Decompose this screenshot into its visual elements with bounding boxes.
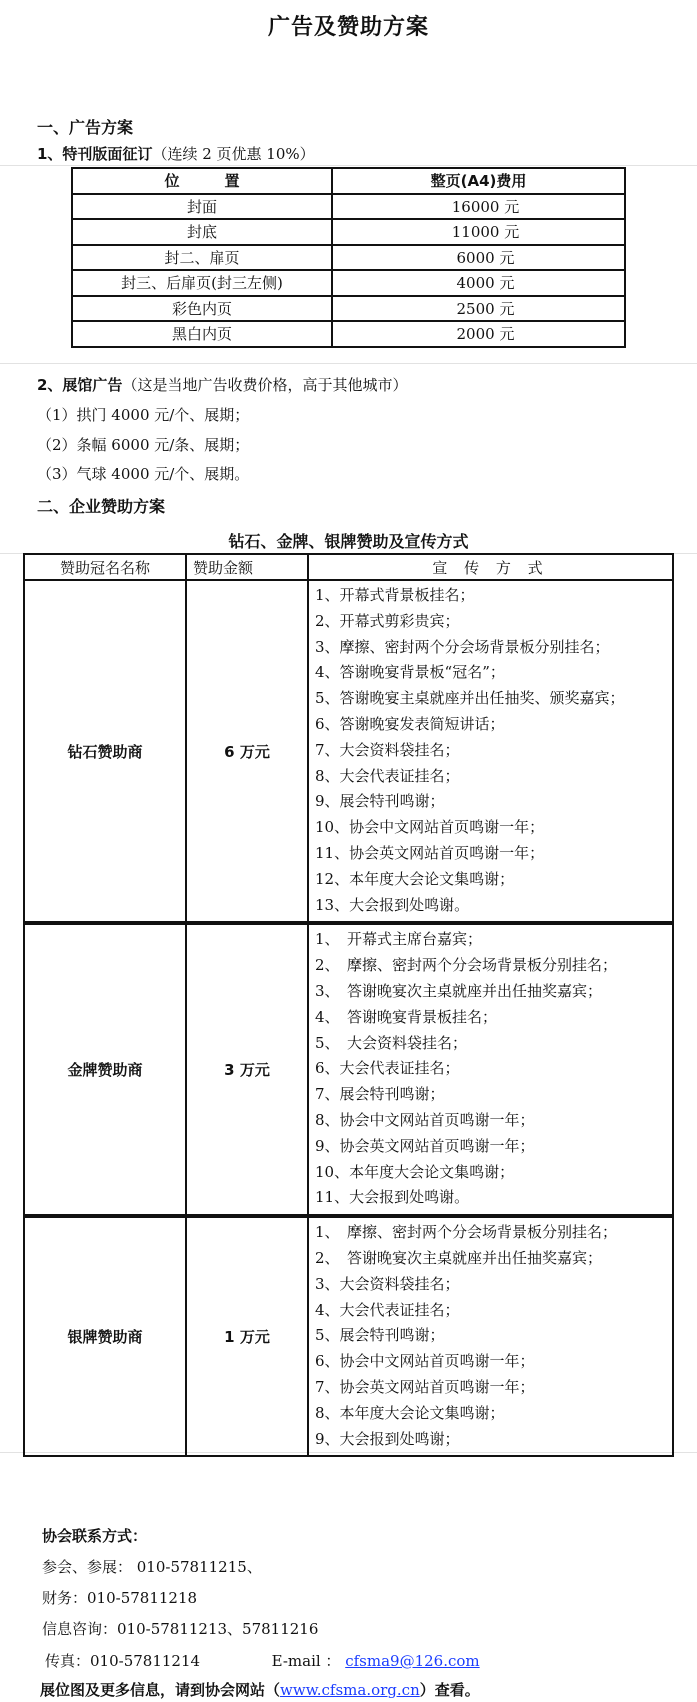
benefit-item: 12、本年度大会论文集鸣谢；: [315, 869, 515, 888]
subheading-exhibition-ads: [37, 374, 407, 395]
list-item: （3）气球 4000 元/个、展期。: [37, 465, 250, 483]
benefit-item: 7、协会英文网站首页鸣谢一年；: [315, 1377, 535, 1396]
tier-amount: 3 万元: [186, 923, 308, 1216]
contact-registration: 参会、参展： 010-57811215、: [42, 1558, 262, 1576]
contact-heading: 协会联系方式：: [42, 1527, 148, 1545]
tier-benefits: [308, 1216, 673, 1456]
benefit-item: 10、协会中文网站首页鸣谢一年；: [315, 818, 545, 837]
tier-amount: 1 万元: [186, 1216, 308, 1456]
benefit-item: 9、大会报到处鸣谢；: [315, 1429, 460, 1448]
benefit-item: 2、开幕式剪彩贵宾；: [315, 611, 460, 630]
table-row: [72, 270, 625, 296]
table-row: [72, 219, 625, 245]
page-divider: [0, 363, 697, 364]
benefit-item: 1、 开幕式主席台嘉宾；: [315, 930, 483, 949]
table-row: [72, 321, 625, 347]
cell-price: 16000 元: [332, 194, 625, 220]
column-header-promotion: 宣 传 方 式: [308, 554, 673, 580]
benefit-item: 9、协会英文网站首页鸣谢一年；: [315, 1136, 535, 1155]
benefit-item: 5、展会特刊鸣谢；: [315, 1326, 445, 1345]
subheading-special-issue: [37, 143, 315, 164]
table-header-row: [72, 168, 625, 194]
benefit-item: 4、答谢晚宴背景板“冠名”；: [315, 663, 505, 682]
benefit-item: 4、大会代表证挂名；: [315, 1300, 460, 1319]
benefit-item: 9、展会特刊鸣谢；: [315, 792, 445, 811]
benefit-item: 10、本年度大会论文集鸣谢；: [315, 1162, 515, 1181]
email-link[interactable]: cfsma9@126.com: [345, 1652, 480, 1670]
subheading-note: （连续 2 页优惠 10%）: [152, 145, 315, 163]
table-row: [72, 296, 625, 322]
benefit-item: 2、 摩擦、密封两个分会场背景板分别挂名；: [315, 956, 618, 975]
contact-fax-email: [45, 1650, 480, 1671]
benefit-item: 11、协会英文网站首页鸣谢一年；: [315, 843, 545, 862]
contact-inquiry: 信息咨询：010-57811213、57811216: [42, 1620, 319, 1638]
tier-amount: 6 万元: [186, 580, 308, 923]
list-item: （2）条幅 6000 元/条、展期；: [37, 436, 250, 454]
benefit-item: 5、答谢晚宴主桌就座并出任抽奖、颁奖嘉宾；: [315, 689, 625, 708]
benefit-item: 7、大会资料袋挂名；: [315, 740, 460, 759]
cell-position: 黑白内页: [72, 321, 332, 347]
benefit-item: 1、 摩擦、密封两个分会场背景板分别挂名；: [315, 1223, 618, 1242]
benefit-item: 8、大会代表证挂名；: [315, 766, 460, 785]
cell-position: 封三、后扉页(封三左侧): [72, 270, 332, 296]
subheading-label: 2、展馆广告: [37, 376, 123, 394]
table-header-row: [24, 554, 673, 580]
subheading-note: （这是当地广告收费价格，高于其他城市）: [122, 376, 408, 394]
benefit-item: 6、协会中文网站首页鸣谢一年；: [315, 1352, 535, 1371]
cell-price: 4000 元: [332, 270, 625, 296]
website-suffix: ）查看。: [419, 1681, 480, 1699]
tier-name: 银牌赞助商: [24, 1216, 186, 1456]
cell-price: 2000 元: [332, 321, 625, 347]
benefit-item: 5、 大会资料袋挂名；: [315, 1033, 468, 1052]
benefit-item: 3、摩擦、密封两个分会场背景板分别挂名；: [315, 637, 610, 656]
ad-pricing-table: [71, 167, 626, 348]
contact-fax: 传真：010-57811214: [45, 1652, 201, 1670]
list-item: （1）拱门 4000 元/个、展期；: [37, 406, 250, 424]
benefit-item: 13、大会报到处鸣谢。: [315, 895, 470, 914]
email-label: E-mail ：: [271, 1652, 341, 1670]
sponsorship-table: [23, 553, 674, 1457]
tier-name: 金牌赞助商: [24, 923, 186, 1216]
column-header-price: 整页(A4)费用: [332, 168, 625, 194]
benefit-item: 11、大会报到处鸣谢。: [315, 1188, 470, 1207]
subheading-label: 1、特刊版面征订: [37, 145, 153, 163]
table-row: [72, 245, 625, 271]
benefit-item: 4、 答谢晚宴背景板挂名；: [315, 1007, 498, 1026]
cell-position: 封底: [72, 219, 332, 245]
cell-price: 6000 元: [332, 245, 625, 271]
column-header-sponsor-name: 赞助冠名名称: [24, 554, 186, 580]
sponsor-tier-row-diamond: [24, 580, 673, 923]
section-heading-ads: 一、广告方案: [37, 118, 134, 137]
website-link[interactable]: www.cfsma.org.cn: [280, 1681, 420, 1699]
cell-position: 封面: [72, 194, 332, 220]
benefit-item: 6、答谢晚宴发表简短讲话；: [315, 714, 505, 733]
website-prefix: 展位图及更多信息，请到协会网站（: [40, 1681, 281, 1699]
sponsor-tier-row-silver: [24, 1216, 673, 1456]
tier-benefits: [308, 923, 673, 1216]
benefit-item: 1、开幕式背景板挂名；: [315, 586, 475, 604]
benefit-item: 6、大会代表证挂名；: [315, 1059, 460, 1078]
column-header-amount: 赞助金额: [186, 554, 308, 580]
cell-price: 2500 元: [332, 296, 625, 322]
cell-price: 11000 元: [332, 219, 625, 245]
cell-position: 封二、扉页: [72, 245, 332, 271]
benefit-item: 3、大会资料袋挂名；: [315, 1274, 460, 1293]
benefit-item: 8、本年度大会论文集鸣谢；: [315, 1403, 505, 1422]
table-row: [72, 194, 625, 220]
benefit-item: 8、协会中文网站首页鸣谢一年；: [315, 1110, 535, 1129]
sponsor-tier-row-gold: [24, 923, 673, 1216]
benefit-item: 2、 答谢晚宴次主桌就座并出任抽奖嘉宾；: [315, 1248, 603, 1267]
benefit-item: 7、展会特刊鸣谢；: [315, 1085, 445, 1104]
page-divider: [0, 165, 697, 166]
contact-finance: 财务：010-57811218: [42, 1589, 198, 1607]
document-title: 广告及赞助方案: [267, 15, 429, 40]
benefit-item: 3、 答谢晚宴次主桌就座并出任抽奖嘉宾；: [315, 981, 603, 1000]
contact-website-line: [40, 1679, 480, 1700]
column-header-position: 位 置: [72, 168, 332, 194]
section-heading-sponsorship: 二、企业赞助方案: [37, 497, 166, 516]
sponsor-table-title: 钻石、金牌、银牌赞助及宣传方式: [228, 532, 469, 551]
tier-name: 钻石赞助商: [24, 580, 186, 923]
tier-benefits: [308, 580, 673, 923]
cell-position: 彩色内页: [72, 296, 332, 322]
